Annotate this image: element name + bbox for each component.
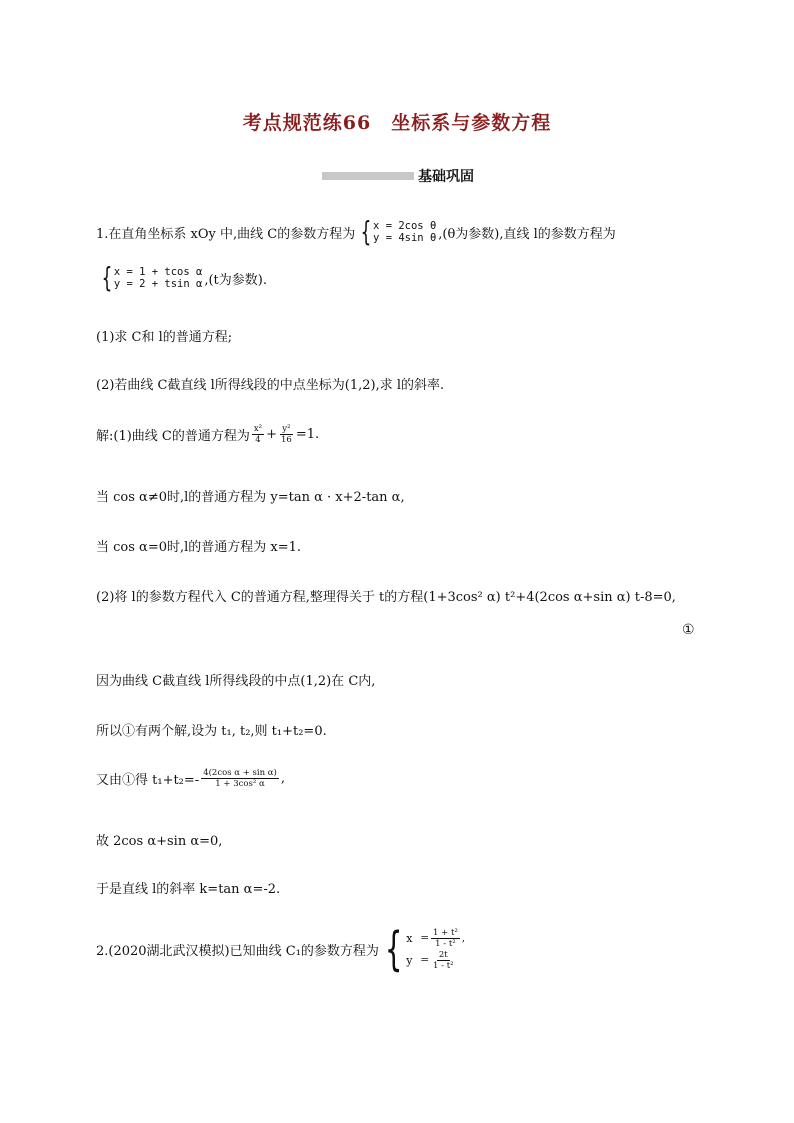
sys-c1-y-row — [406, 949, 465, 971]
section-bar — [322, 172, 414, 180]
sys-c1-x-row — [406, 927, 465, 949]
equals: = — [420, 932, 430, 944]
sys-l-x: x = 1 + tcos α — [113, 266, 203, 278]
problem-1-line-2 — [96, 261, 267, 294]
frac-den: 1 + 3cos² α — [215, 779, 265, 789]
var-y: y — [406, 953, 413, 967]
fraction-x — [431, 928, 460, 949]
solution-line-1 — [96, 424, 319, 445]
plus-sign: + — [266, 427, 277, 442]
problem-1-prefix: 1.在直角坐标系 xOy 中,曲线 C的参数方程为 — [96, 226, 356, 242]
frac-den: 16 — [280, 435, 292, 445]
solution-line-4: (2)将 l的参数方程代入 C的普通方程,整理得关于 t的方程(1+3cos² α) t²+4(2cos α+sin α) t-8=0, — [96, 590, 676, 605]
fraction-y2-16 — [279, 424, 294, 445]
page-title: 考点规范练66 坐标系与参数方程 — [242, 112, 552, 134]
solution-line-9: 于是直线 l的斜率 k=tan α=-2. — [96, 882, 281, 897]
solution-line-3: 当 cos α=0时,l的普通方程为 x=1. — [96, 540, 302, 555]
sys-l-y: y = 2 + tsin α — [113, 278, 203, 290]
problem-2-prefix: 2.(2020湖北武汉模拟)已知曲线 C₁的参数方程为 — [96, 943, 379, 959]
frac-den: 1 - t² — [433, 960, 454, 971]
param-system-c — [357, 215, 437, 248]
problem-1-line-1 — [96, 215, 616, 248]
solution-7-tail: , — [280, 771, 285, 786]
frac-num: 2t — [438, 949, 448, 960]
solution-1-prefix: 解:(1)曲线 C的普通方程为 — [96, 429, 250, 444]
question-1: (1)求 C和 l的普通方程; — [96, 330, 233, 345]
brace-icon: { — [360, 215, 372, 248]
frac-num: 1 + t² — [433, 927, 458, 938]
solution-line-7 — [96, 768, 285, 789]
question-2: (2)若曲线 C截直线 l所得线段的中点坐标为(1,2),求 l的斜率. — [96, 378, 445, 393]
frac-den: 4 — [255, 435, 261, 445]
sys-c-x: x = 2cos θ — [373, 220, 437, 232]
solution-line-2: 当 cos α≠0时,l的普通方程为 y=tan α · x+2-tan α, — [96, 490, 405, 505]
equals-one: =1. — [295, 427, 320, 442]
section-header — [322, 166, 474, 186]
solution-line-6: 所以①有两个解,设为 t₁, t₂,则 t₁+t₂=0. — [96, 724, 327, 739]
problem-1-tail: ,(t为参数). — [204, 272, 267, 288]
frac-den: 1 - t² — [435, 938, 456, 949]
brace-icon: { — [101, 261, 113, 294]
section-label: 基础巩固 — [418, 169, 474, 185]
fraction-x2-4 — [252, 424, 264, 445]
fraction-sum — [201, 768, 279, 789]
solution-7-prefix: 又由①得 t₁+t₂=- — [96, 773, 200, 788]
problem-2-line-1 — [96, 922, 466, 976]
solution-line-5: 因为曲线 C截直线 l所得线段的中点(1,2)在 C内, — [96, 674, 376, 689]
frac-num: 4(2cos α + sin α) — [203, 768, 277, 778]
problem-1-mid: ,(θ为参数),直线 l的参数方程为 — [438, 226, 616, 242]
brace-icon: { — [384, 922, 403, 976]
fraction-y — [431, 950, 456, 971]
solution-line-8: 故 2cos α+sin α=0, — [96, 834, 223, 849]
var-x: x — [406, 931, 413, 945]
equation-marker: ① — [682, 622, 695, 638]
equals: = — [420, 954, 430, 966]
comma: , — [461, 932, 466, 944]
param-system-l — [98, 261, 203, 294]
param-system-c1 — [379, 922, 466, 976]
frac-num: y² — [282, 424, 291, 434]
frac-num: x² — [253, 424, 263, 434]
sys-c-y: y = 4sin θ — [373, 232, 437, 244]
